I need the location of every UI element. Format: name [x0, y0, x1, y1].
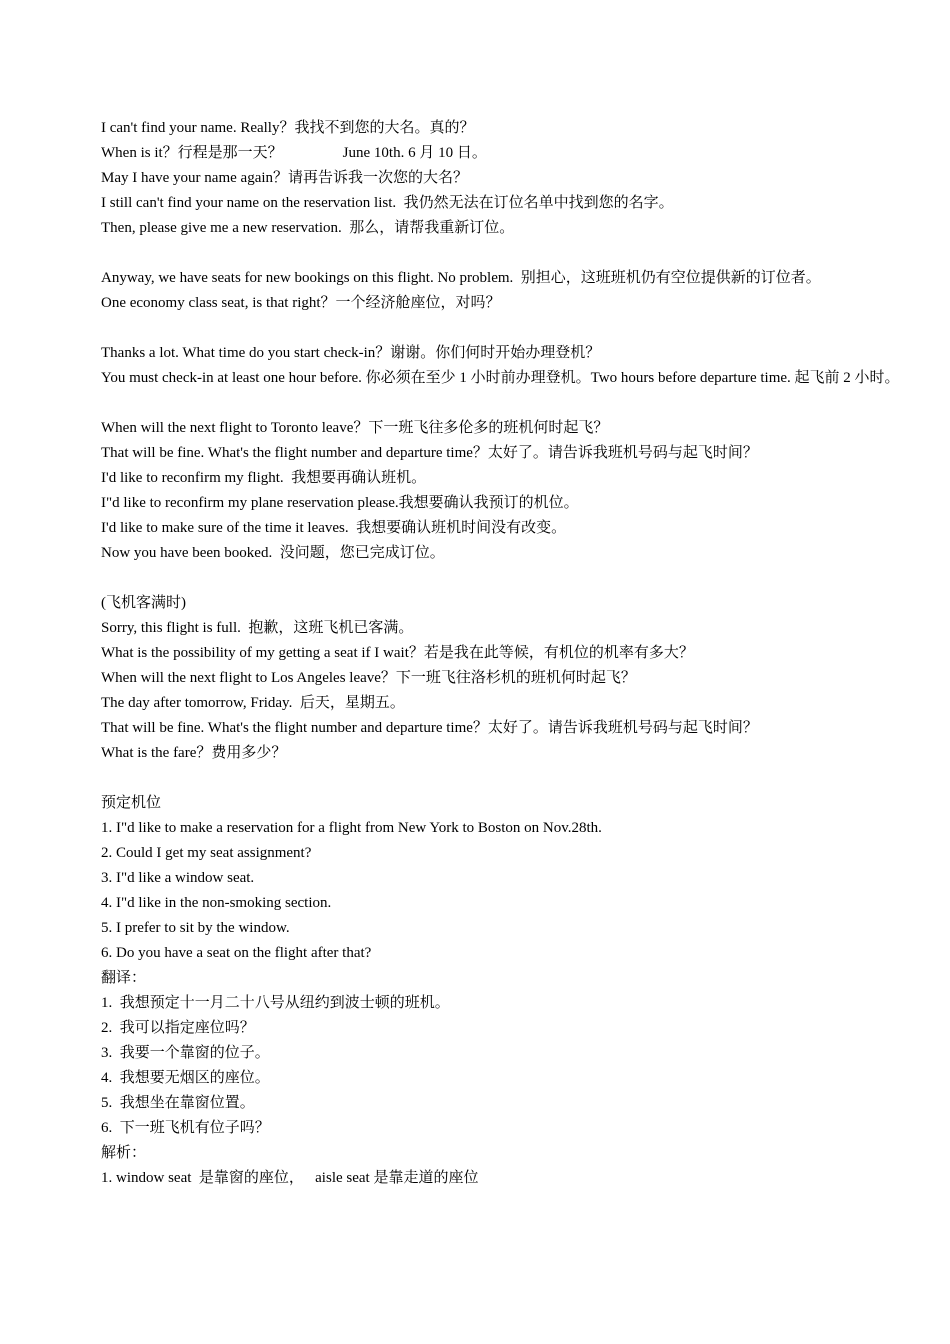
text-line: What is the fare？费用多少？: [101, 745, 287, 761]
list-item: 2. Could I get my seat assignment?: [101, 845, 312, 861]
blank-line: [101, 241, 921, 266]
list-item: 1. window seat 是靠窗的座位， aisle seat 是靠走道的座位: [101, 1170, 479, 1186]
text-line: I can't find your name. Really？我找不到您的大名。真的？: [101, 120, 475, 136]
text-line: That will be fine. What's the flight number and departure time？太好了。请告诉我班机号码与起飞时间？: [101, 720, 758, 736]
list-item: 2. 我可以指定座位吗？: [101, 1020, 255, 1036]
section-heading: 翻译：: [101, 970, 147, 986]
text-line: I still can't find your name on the reservation list. 我仍然无法在订位名单中找到您的名字。: [101, 195, 674, 211]
blank-line: [101, 391, 921, 416]
text-line: I'd like to reconfirm my flight. 我想要再确认班机。: [101, 470, 427, 486]
text-line: The day after tomorrow, Friday. 后天，星期五。: [101, 695, 405, 711]
list-item: 5. I prefer to sit by the window.: [101, 920, 290, 936]
document-body: [101, 116, 921, 1191]
text-line: When will the next flight to Toronto leave？下一班飞往多伦多的班机何时起飞？: [101, 420, 609, 436]
text-line: Then, please give me a new reservation. 那么，请帮我重新订位。: [101, 220, 515, 236]
text-line: I'd like to make sure of the time it leaves. 我想要确认班机时间没有改变。: [101, 520, 567, 536]
text-line: That will be fine. What's the flight number and departure time？太好了。请告诉我班机号码与起飞时间？: [101, 445, 758, 461]
text-line: Anyway, we have seats for new bookings on this flight. No problem. 别担心，这班班机仍有空位提供新的订位者。: [101, 270, 821, 286]
section-heading: (飞机客满时): [101, 595, 186, 611]
text-line: You must check-in at least one hour before. 你必须在至少 1 小时前办理登机。Two hours before departure time. 起飞前 2 小时。: [101, 370, 900, 386]
section-heading: 预定机位: [101, 795, 162, 811]
text-line: One economy class seat, is that right？一个经济舱座位，对吗？: [101, 295, 501, 311]
list-item: 3. 我要一个靠窗的位子。: [101, 1045, 270, 1061]
list-item: 5. 我想坐在靠窗位置。: [101, 1095, 255, 1111]
text-line: I"d like to reconfirm my plane reservation please.我想要确认我预订的机位。: [101, 495, 579, 511]
list-item: 3. I"d like a window seat.: [101, 870, 255, 886]
text-line: Now you have been booked. 没问题，您已完成订位。: [101, 545, 445, 561]
blank-line: [101, 766, 921, 791]
text-line: When will the next flight to Los Angeles leave？下一班飞往洛杉机的班机何时起飞？: [101, 670, 636, 686]
section-heading: 解析：: [101, 1145, 147, 1161]
text-line: Thanks a lot. What time do you start check-in？谢谢。你们何时开始办理登机？: [101, 345, 601, 361]
blank-line: [101, 566, 921, 591]
text-line: What is the possibility of my getting a seat if I wait？若是我在此等候，有机位的机率有多大？: [101, 645, 694, 661]
list-item: 1. I"d like to make a reservation for a flight from New York to Boston on Nov.28th.: [101, 820, 602, 836]
blank-line: [101, 316, 921, 341]
list-item: 1. 我想预定十一月二十八号从纽约到波士顿的班机。: [101, 995, 450, 1011]
list-item: 4. I"d like in the non-smoking section.: [101, 895, 332, 911]
list-item: 6. Do you have a seat on the flight after that?: [101, 945, 372, 961]
text-line: Sorry, this flight is full. 抱歉，这班飞机已客满。: [101, 620, 414, 636]
list-item: 6. 下一班飞机有位子吗？: [101, 1120, 270, 1136]
list-item: 4. 我想要无烟区的座位。: [101, 1070, 270, 1086]
text-line: When is it？行程是那一天？ June 10th. 6 月 10 日。: [101, 145, 487, 161]
text-line: May I have your name again？请再告诉我一次您的大名？: [101, 170, 469, 186]
